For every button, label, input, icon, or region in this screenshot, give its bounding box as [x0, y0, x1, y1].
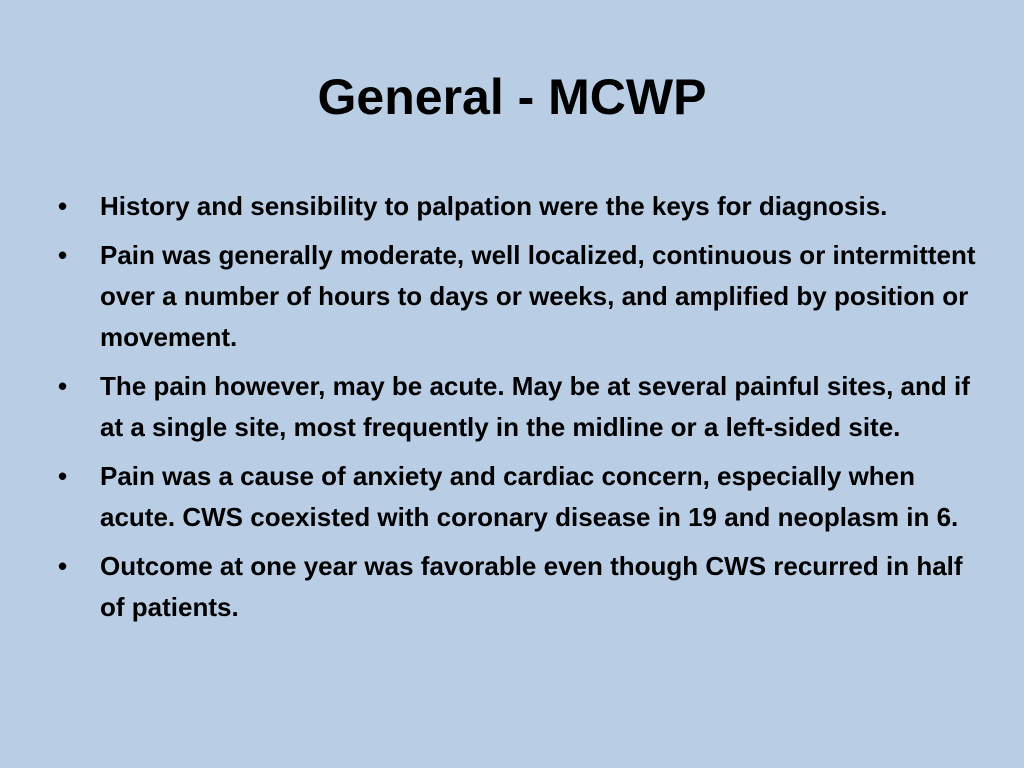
bullet-item [56, 235, 976, 358]
bullet-text: The pain however, may be acute. May be at several painful sites, and if at a single site, most frequently in the midline or a left-sided site. [100, 371, 970, 442]
slide-title: General - MCWP [317, 69, 707, 125]
bullet-dot-icon: • [58, 371, 68, 401]
bullet-item [56, 546, 976, 628]
bullet-item [56, 366, 976, 448]
bullet-dot-icon: • [58, 461, 68, 491]
bullet-list [56, 186, 976, 636]
bullet-item [56, 456, 976, 538]
bullet-text: Pain was generally moderate, well localized, continuous or intermittent over a number of hours to days or weeks, and amplified by position or movement. [100, 240, 976, 352]
bullet-dot-icon: • [58, 191, 68, 221]
bullet-text: Outcome at one year was favorable even though CWS recurred in half of patients. [100, 551, 963, 622]
bullet-dot-icon: • [58, 240, 68, 270]
bullet-dot-icon: • [58, 551, 68, 581]
bullet-text: Pain was a cause of anxiety and cardiac concern, especially when acute. CWS coexisted with coronary disease in 19 and neoplasm in 6. [100, 461, 959, 532]
bullet-item [56, 186, 976, 227]
bullet-text: History and sensibility to palpation were the keys for diagnosis. [100, 191, 888, 221]
